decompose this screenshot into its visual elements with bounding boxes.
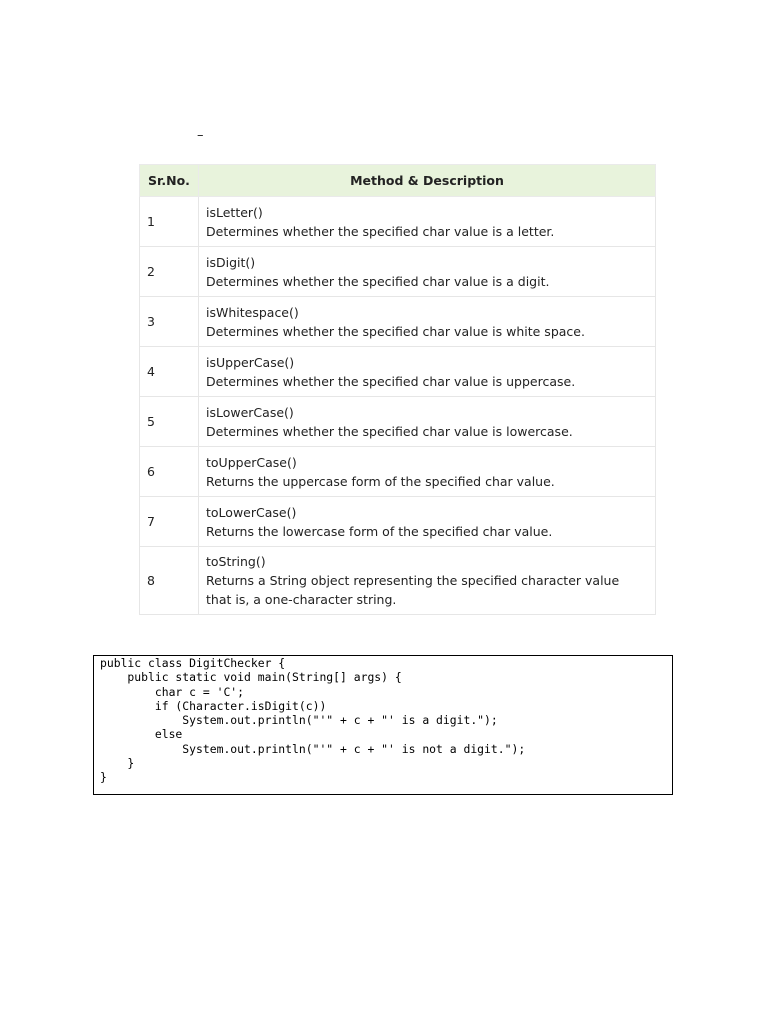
method-description: Determines whether the specified char value is white space. <box>206 323 585 339</box>
code-line: public static void main(String[] args) { <box>100 670 402 685</box>
row-content <box>199 497 656 547</box>
row-content <box>199 297 656 347</box>
method-description: Returns the lowercase form of the specified char value. <box>206 523 553 539</box>
code-line: System.out.println("'" + c + "' is a digit."); <box>100 713 498 728</box>
method-description: Determines whether the specified char value is lowercase. <box>206 423 573 439</box>
row-content <box>199 547 656 615</box>
row-number: 1 <box>140 197 199 247</box>
method-description: Returns the uppercase form of the specified char value. <box>206 473 555 489</box>
table-row <box>140 347 656 397</box>
row-number: 8 <box>140 547 199 615</box>
code-line: } <box>100 770 107 785</box>
method-name: isLetter() <box>206 204 263 220</box>
header-sr-no: Sr.No. <box>140 165 199 197</box>
code-line: public class DigitChecker { <box>100 656 286 670</box>
method-name: isDigit() <box>206 254 256 270</box>
row-content <box>199 447 656 497</box>
table-row <box>140 247 656 297</box>
method-name: toUpperCase() <box>206 454 297 470</box>
method-description: Returns a String object representing the specified character value that is, a one-character string. <box>206 573 620 607</box>
code-line: else <box>100 727 183 742</box>
row-number: 5 <box>140 397 199 447</box>
method-name: isLowerCase() <box>206 404 294 420</box>
row-number: 6 <box>140 447 199 497</box>
method-description: Determines whether the specified char value is a letter. <box>206 223 555 239</box>
method-name: toLowerCase() <box>206 504 297 520</box>
row-content <box>199 347 656 397</box>
method-name: isWhitespace() <box>206 304 299 320</box>
code-line: char c = 'C'; <box>100 684 245 699</box>
row-content <box>199 197 656 247</box>
code-block <box>93 655 673 795</box>
row-content <box>199 247 656 297</box>
row-number: 7 <box>140 497 199 547</box>
table-header-row <box>140 165 656 197</box>
table-row <box>140 197 656 247</box>
row-number: 3 <box>140 297 199 347</box>
table-row <box>140 297 656 347</box>
table-row <box>140 547 656 615</box>
row-number: 2 <box>140 247 199 297</box>
header-method-description: Method & Description <box>199 165 656 197</box>
code-line: if (Character.isDigit(c)) <box>100 698 327 713</box>
table-row <box>140 397 656 447</box>
method-name: isUpperCase() <box>206 354 295 370</box>
method-description: Determines whether the specified char value is a digit. <box>206 273 550 289</box>
method-name: toString() <box>206 554 266 569</box>
row-content <box>199 397 656 447</box>
method-description: Determines whether the specified char value is uppercase. <box>206 373 576 389</box>
table-row <box>140 447 656 497</box>
dash-mark: – <box>197 128 204 143</box>
row-number: 4 <box>140 347 199 397</box>
table-row <box>140 497 656 547</box>
code-line: System.out.println("'" + c + "' is not a digit."); <box>100 741 526 756</box>
methods-table <box>139 164 656 615</box>
code-line: } <box>100 756 135 771</box>
